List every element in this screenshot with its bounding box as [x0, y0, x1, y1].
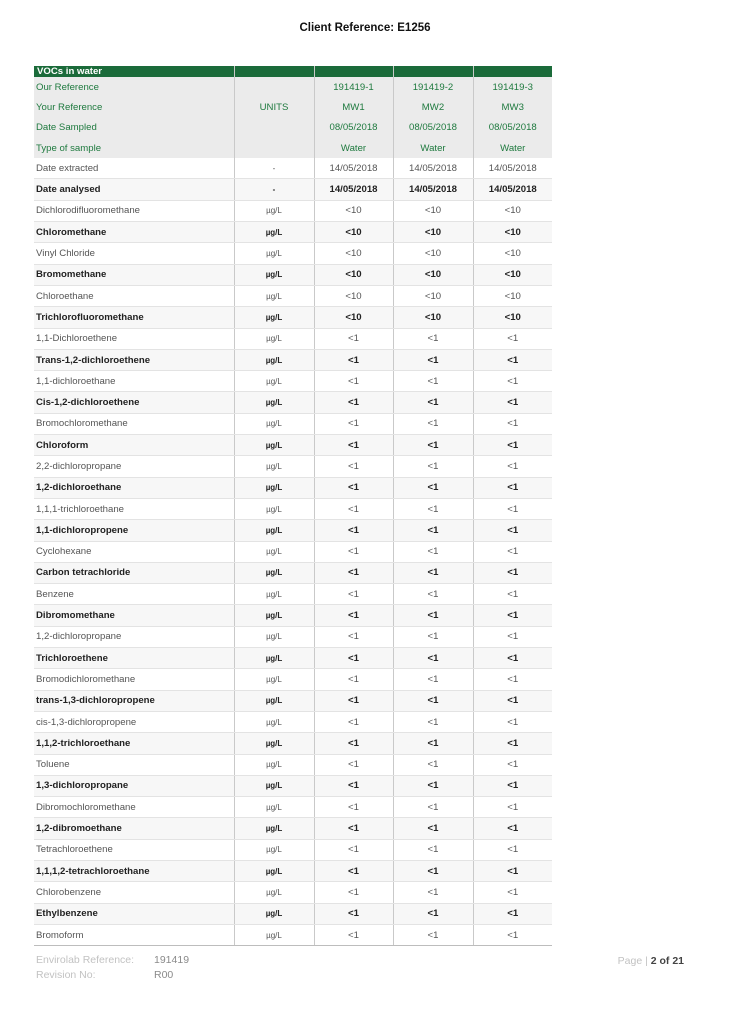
result-value: <1 [314, 775, 393, 796]
result-value: <1 [393, 584, 473, 605]
result-value: <10 [473, 285, 552, 306]
result-value: <1 [473, 775, 552, 796]
result-value: <1 [314, 349, 393, 370]
result-value: <1 [393, 711, 473, 732]
table-row [34, 605, 552, 626]
header-value: Water [314, 138, 393, 158]
result-value: <1 [393, 413, 473, 434]
result-value: <1 [473, 754, 552, 775]
analyte-name: Chloroform [34, 435, 234, 456]
result-value: <1 [473, 924, 552, 945]
table-row [34, 435, 552, 456]
result-value: <1 [393, 562, 473, 583]
analyte-unit: µg/L [234, 349, 314, 370]
result-value: <1 [473, 839, 552, 860]
result-value: <1 [393, 669, 473, 690]
table-row [34, 222, 552, 243]
result-value: <1 [393, 754, 473, 775]
result-value: 14/05/2018 [473, 179, 552, 200]
analyte-name: 1,2-dichloropropane [34, 626, 234, 647]
analyte-name: trans-1,3-dichloropropene [34, 690, 234, 711]
result-value: <1 [473, 669, 552, 690]
result-value: <10 [473, 222, 552, 243]
result-value: <10 [393, 200, 473, 221]
result-value: <1 [473, 733, 552, 754]
analyte-name: Bromochloromethane [34, 413, 234, 434]
table-row [34, 626, 552, 647]
result-value: <10 [393, 307, 473, 328]
analyte-name: Trans-1,2-dichloroethene [34, 349, 234, 370]
table-row [34, 882, 552, 903]
header-value: 191419-3 [473, 77, 552, 97]
page-title: Client Reference: E1256 [299, 22, 431, 34]
analyte-unit: µg/L [234, 818, 314, 839]
analyte-unit: µg/L [234, 754, 314, 775]
table-row [34, 541, 552, 562]
header-unit [234, 77, 314, 97]
result-value: <1 [393, 924, 473, 945]
result-value: <1 [473, 690, 552, 711]
table-row [34, 839, 552, 860]
result-value: <1 [473, 456, 552, 477]
analyte-unit: µg/L [234, 498, 314, 519]
footer-reference [36, 953, 189, 983]
analyte-unit: µg/L [234, 797, 314, 818]
analyte-unit: µg/L [234, 371, 314, 392]
result-value: <1 [314, 435, 393, 456]
result-value: <1 [473, 797, 552, 818]
result-value: <10 [473, 307, 552, 328]
result-value: <10 [473, 200, 552, 221]
analyte-unit: µg/L [234, 200, 314, 221]
analyte-name: 1,1,2-trichloroethane [34, 733, 234, 754]
table-row [34, 903, 552, 924]
result-value: <10 [314, 200, 393, 221]
result-value: <1 [314, 584, 393, 605]
analyte-unit: µg/L [234, 669, 314, 690]
result-value: <10 [393, 222, 473, 243]
analyte-unit: µg/L [234, 413, 314, 434]
result-value: <1 [473, 860, 552, 881]
analyte-name: Date extracted [34, 158, 234, 179]
result-value: <1 [393, 371, 473, 392]
table-row [34, 520, 552, 541]
result-value: <1 [393, 690, 473, 711]
table-row [34, 392, 552, 413]
analyte-unit: µg/L [234, 860, 314, 881]
result-value: <1 [314, 882, 393, 903]
analyte-name: 1,2-dibromoethane [34, 818, 234, 839]
table-row [34, 307, 552, 328]
analyte-name: Chloromethane [34, 222, 234, 243]
result-value: <1 [393, 392, 473, 413]
result-value: <1 [473, 711, 552, 732]
header-value: MW3 [473, 97, 552, 117]
analyte-unit: µg/L [234, 392, 314, 413]
voc-results-table [34, 66, 552, 946]
result-value: <1 [314, 456, 393, 477]
analyte-unit: µg/L [234, 222, 314, 243]
analyte-name: cis-1,3-dichloropropene [34, 711, 234, 732]
result-value: 14/05/2018 [314, 179, 393, 200]
result-value: <1 [393, 328, 473, 349]
result-value: <1 [314, 903, 393, 924]
result-value: <1 [393, 520, 473, 541]
page-prefix: Page | [617, 955, 651, 967]
analyte-name: 1,1-dichloropropene [34, 520, 234, 541]
result-value: <1 [473, 626, 552, 647]
result-value: <1 [314, 605, 393, 626]
header-value: Water [393, 138, 473, 158]
result-value: <1 [393, 349, 473, 370]
result-value: <1 [473, 903, 552, 924]
result-value: <1 [314, 839, 393, 860]
result-value: 14/05/2018 [473, 158, 552, 179]
result-value: <1 [393, 435, 473, 456]
result-value: <1 [473, 882, 552, 903]
table-row [34, 818, 552, 839]
header-label: Your Reference [34, 97, 234, 117]
analyte-name: 1,1,1-trichloroethane [34, 498, 234, 519]
analyte-name: 1,3-dichloropropane [34, 775, 234, 796]
header-row [34, 118, 552, 138]
result-value: <1 [393, 775, 473, 796]
result-value: <1 [314, 818, 393, 839]
table-row [34, 285, 552, 306]
result-value: <1 [393, 860, 473, 881]
result-value: <1 [393, 648, 473, 669]
result-value: <1 [473, 349, 552, 370]
table-row [34, 860, 552, 881]
result-value: <1 [314, 648, 393, 669]
analyte-name: 2,2-dichloropropane [34, 456, 234, 477]
page-indicator [560, 955, 684, 967]
result-value: <1 [473, 648, 552, 669]
table-row [34, 456, 552, 477]
table-row [34, 711, 552, 732]
result-value: <1 [314, 733, 393, 754]
result-value: <10 [314, 222, 393, 243]
table-row [34, 158, 552, 179]
table-row [34, 264, 552, 285]
result-value: <1 [473, 520, 552, 541]
result-value: <10 [314, 264, 393, 285]
header-unit [234, 118, 314, 138]
result-value: <1 [314, 413, 393, 434]
result-value: <1 [314, 669, 393, 690]
analyte-unit: µg/L [234, 882, 314, 903]
analyte-unit: µg/L [234, 562, 314, 583]
result-value: <1 [314, 924, 393, 945]
header-row [34, 77, 552, 97]
result-value: <1 [473, 477, 552, 498]
result-value: <1 [473, 435, 552, 456]
header-label: Our Reference [34, 77, 234, 97]
revision-value: R00 [154, 969, 174, 981]
result-value: <1 [393, 477, 473, 498]
envirolab-reference-value: 191419 [154, 954, 190, 966]
result-value: <1 [473, 562, 552, 583]
table-row [34, 562, 552, 583]
analyte-unit: µg/L [234, 477, 314, 498]
result-value: <1 [393, 797, 473, 818]
table-row [34, 797, 552, 818]
analyte-unit: µg/L [234, 584, 314, 605]
result-value: 14/05/2018 [393, 158, 473, 179]
result-value: <1 [314, 498, 393, 519]
result-value: <10 [473, 264, 552, 285]
header-label: Type of sample [34, 138, 234, 158]
page-number: 2 of 21 [650, 955, 684, 967]
analyte-name: Date analysed [34, 179, 234, 200]
result-value: <1 [393, 818, 473, 839]
result-value: <1 [473, 541, 552, 562]
table-row [34, 584, 552, 605]
analyte-name: Ethylbenzene [34, 903, 234, 924]
header-unit: UNITS [234, 97, 314, 117]
result-value: <10 [473, 243, 552, 264]
result-value: <1 [314, 392, 393, 413]
result-value: <1 [314, 626, 393, 647]
result-value: <10 [314, 285, 393, 306]
header-value: 191419-2 [393, 77, 473, 97]
header-value: 08/05/2018 [473, 118, 552, 138]
result-value: <1 [473, 392, 552, 413]
result-value: <1 [473, 371, 552, 392]
analyte-name: Carbon tetrachloride [34, 562, 234, 583]
result-value: <1 [473, 413, 552, 434]
analyte-unit: µg/L [234, 648, 314, 669]
result-value: <10 [393, 285, 473, 306]
analyte-name: Chlorobenzene [34, 882, 234, 903]
analyte-unit: µg/L [234, 243, 314, 264]
analyte-name: Bromoform [34, 924, 234, 945]
result-value: <1 [314, 690, 393, 711]
result-value: <1 [473, 584, 552, 605]
result-value: <10 [314, 243, 393, 264]
analyte-name: Bromodichloromethane [34, 669, 234, 690]
header-row [34, 97, 552, 117]
analyte-unit: µg/L [234, 690, 314, 711]
analyte-name: Dichlorodifluoromethane [34, 200, 234, 221]
table-row [34, 648, 552, 669]
analyte-unit: - [234, 179, 314, 200]
analyte-unit: µg/L [234, 924, 314, 945]
table-row [34, 498, 552, 519]
result-value: <1 [393, 839, 473, 860]
analyte-unit: µg/L [234, 520, 314, 541]
table-row [34, 179, 552, 200]
result-value: <1 [393, 456, 473, 477]
analyte-unit: µg/L [234, 541, 314, 562]
header-value: MW1 [314, 97, 393, 117]
result-value: <1 [314, 562, 393, 583]
result-value: <1 [393, 903, 473, 924]
analyte-unit: µg/L [234, 264, 314, 285]
analyte-unit: µg/L [234, 903, 314, 924]
analyte-unit: µg/L [234, 626, 314, 647]
result-value: <1 [314, 477, 393, 498]
analyte-name: Tetrachloroethene [34, 839, 234, 860]
result-value: <1 [473, 498, 552, 519]
table-row [34, 328, 552, 349]
analyte-name: 1,1-Dichloroethene [34, 328, 234, 349]
analyte-name: 1,2-dichloroethane [34, 477, 234, 498]
analyte-unit: µg/L [234, 711, 314, 732]
result-value: <1 [393, 626, 473, 647]
table-row [34, 477, 552, 498]
analyte-name: 1,1-dichloroethane [34, 371, 234, 392]
table-row [34, 243, 552, 264]
analyte-name: Trichlorofluoromethane [34, 307, 234, 328]
header-label: Date Sampled [34, 118, 234, 138]
analyte-unit: µg/L [234, 605, 314, 626]
result-value: <1 [314, 371, 393, 392]
result-value: <1 [473, 818, 552, 839]
section-header-row [34, 66, 552, 77]
header-value: MW2 [393, 97, 473, 117]
header-unit [234, 138, 314, 158]
table-row [34, 754, 552, 775]
analyte-name: Benzene [34, 584, 234, 605]
analyte-name: Dibromochloromethane [34, 797, 234, 818]
result-value: <1 [473, 605, 552, 626]
section-label: VOCs in water [34, 66, 234, 77]
analyte-unit: µg/L [234, 285, 314, 306]
header-value: 08/05/2018 [314, 118, 393, 138]
table-row [34, 775, 552, 796]
analyte-unit: µg/L [234, 435, 314, 456]
envirolab-reference-label: Envirolab Reference: [36, 954, 135, 966]
result-value: <1 [314, 797, 393, 818]
table-row [34, 413, 552, 434]
result-value: <1 [393, 498, 473, 519]
analyte-name: Dibromomethane [34, 605, 234, 626]
analyte-unit: µg/L [234, 456, 314, 477]
header-value: 191419-1 [314, 77, 393, 97]
header-value: Water [473, 138, 552, 158]
result-value: <1 [393, 605, 473, 626]
result-value: <10 [393, 243, 473, 264]
table-row [34, 349, 552, 370]
result-value: <10 [393, 264, 473, 285]
table-row [34, 690, 552, 711]
result-value: <1 [393, 733, 473, 754]
result-value: 14/05/2018 [314, 158, 393, 179]
result-value: <1 [314, 711, 393, 732]
analyte-name: Toluene [34, 754, 234, 775]
analyte-unit: µg/L [234, 775, 314, 796]
result-value: <1 [314, 328, 393, 349]
result-value: <1 [314, 860, 393, 881]
analyte-name: Chloroethane [34, 285, 234, 306]
table-row [34, 924, 552, 945]
analyte-name: Cyclohexane [34, 541, 234, 562]
table-row [34, 733, 552, 754]
result-value: <1 [393, 541, 473, 562]
analyte-unit: µg/L [234, 839, 314, 860]
result-value: <1 [314, 520, 393, 541]
table-row [34, 371, 552, 392]
result-value: <10 [314, 307, 393, 328]
header-value: 08/05/2018 [393, 118, 473, 138]
analyte-name: Trichloroethene [34, 648, 234, 669]
analyte-unit: µg/L [234, 328, 314, 349]
table-row [34, 200, 552, 221]
result-value: <1 [314, 754, 393, 775]
result-value: <1 [473, 328, 552, 349]
analyte-name: Cis-1,2-dichloroethene [34, 392, 234, 413]
header-row [34, 138, 552, 158]
analyte-name: Bromomethane [34, 264, 234, 285]
result-value: 14/05/2018 [393, 179, 473, 200]
table-row [34, 669, 552, 690]
revision-label: Revision No: [36, 969, 96, 981]
analyte-name: Vinyl Chloride [34, 243, 234, 264]
result-value: <1 [393, 882, 473, 903]
analyte-unit: µg/L [234, 307, 314, 328]
analyte-name: 1,1,1,2-tetrachloroethane [34, 860, 234, 881]
analyte-unit: - [234, 158, 314, 179]
analyte-unit: µg/L [234, 733, 314, 754]
result-value: <1 [314, 541, 393, 562]
